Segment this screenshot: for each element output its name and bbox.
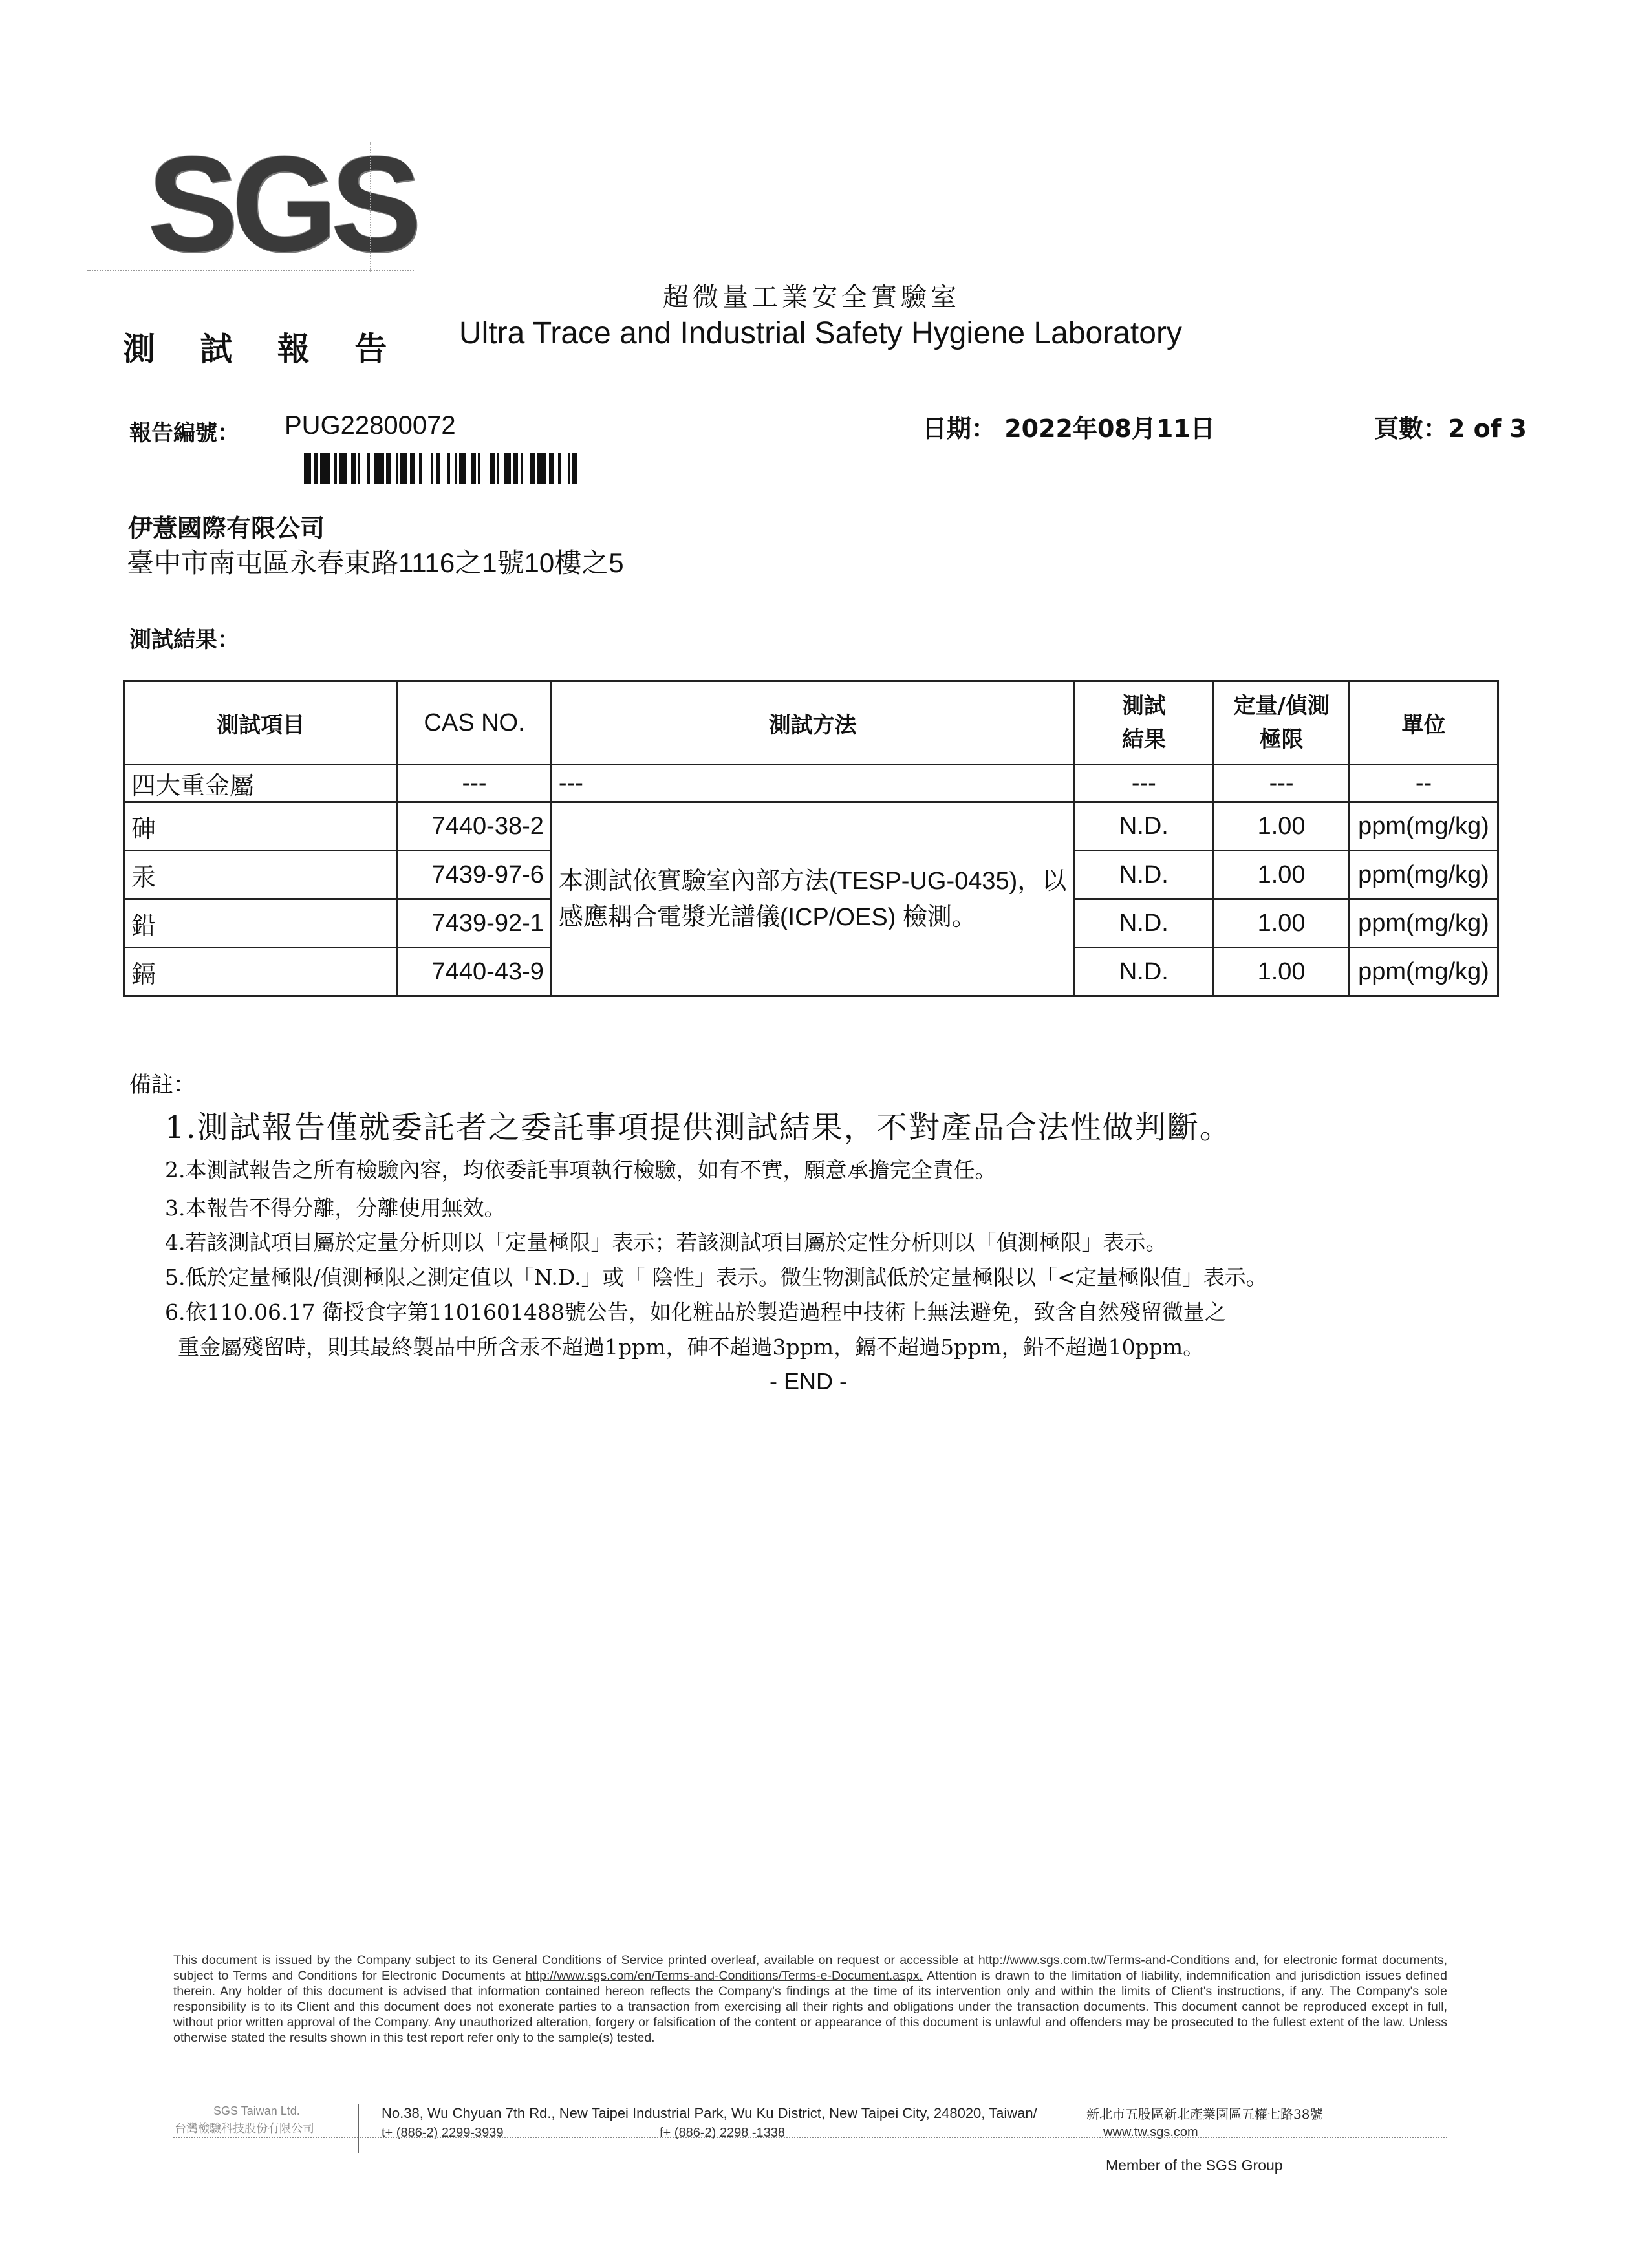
- footer-address-cn: 新北市五股區新北產業園區五權七路38號: [1086, 2106, 1323, 2122]
- header-result: 測試 結果: [1074, 681, 1214, 765]
- remark-item: 4.若該測試項目屬於定量分析則以「定量極限」表示；若該測試項目屬於定性分析則以「偵測極限」表示。: [165, 1230, 1167, 1255]
- footer-phone: t+ (886-2) 2299-3939: [382, 2126, 504, 2140]
- logo-underline: [87, 270, 414, 271]
- cell-result: ---: [1074, 765, 1214, 802]
- cell-limit: ---: [1214, 765, 1350, 802]
- sgs-logo: SGS: [147, 128, 415, 280]
- header-item: 測試項目: [124, 681, 398, 765]
- results-label: 測試結果：: [129, 627, 239, 653]
- cell-item: 鎘: [124, 948, 398, 996]
- footer-company-en: SGS Taiwan Ltd.: [213, 2104, 300, 2117]
- remark-item: 1.測試報告僅就委託者之委託事項提供測試結果，不對產品合法性做判斷。: [165, 1109, 1232, 1146]
- cell-cas: ---: [398, 765, 552, 802]
- cell-limit: 1.00: [1214, 948, 1350, 996]
- footer-company-cn: 台灣檢驗科技股份有限公司: [175, 2122, 314, 2135]
- cell-unit: ppm(mg/kg): [1349, 899, 1498, 948]
- terms-link[interactable]: http://www.sgs.com.tw/Terms-and-Conditions: [978, 1953, 1230, 1967]
- footer-divider: [358, 2104, 359, 2153]
- footer-fax: f+ (886-2) 2298 -1338: [660, 2126, 786, 2140]
- cell-limit: 1.00: [1214, 802, 1350, 851]
- cell-result: N.D.: [1074, 899, 1214, 948]
- cell-unit: --: [1349, 765, 1498, 802]
- logo-divider: [370, 142, 371, 272]
- cell-cas: 7439-97-6: [398, 851, 552, 899]
- remark-item: 2.本測試報告之所有檢驗內容，均依委託事項執行檢驗，如有不實，願意承擔完全責任。: [165, 1157, 997, 1182]
- e-document-terms-link[interactable]: http://www.sgs.com/en/Terms-and-Conditions/Terms-e-Document.aspx.: [525, 1969, 923, 1983]
- header-limit: 定量/偵測 極限: [1214, 681, 1350, 765]
- table-row: [124, 802, 1498, 851]
- cell-unit: ppm(mg/kg): [1349, 851, 1498, 899]
- barcode: [304, 453, 582, 484]
- table-header-row: [124, 681, 1498, 765]
- cell-unit: ppm(mg/kg): [1349, 802, 1498, 851]
- remark-item: 6.依110.06.17 衛授食字第1101601488號公告，如化粧品於製造過程中技術上無法避免，致含自然殘留微量之: [165, 1300, 1226, 1325]
- cell-item: 鉛: [124, 899, 398, 948]
- client-address: 臺中市南屯區永春東路1116之1號10樓之5: [127, 548, 624, 578]
- report-title: 測 試 報 告: [123, 330, 404, 368]
- footer-address-en: No.38, Wu Chyuan 7th Rd., New Taipei Industrial Park, Wu Ku District, New Taipei City, 248020, Taiwan/: [382, 2105, 1037, 2121]
- cell-item: 四大重金屬: [124, 765, 398, 802]
- cell-item: 砷: [124, 802, 398, 851]
- remarks-label: 備註：: [129, 1072, 195, 1098]
- footer-member: Member of the SGS Group: [1106, 2157, 1283, 2174]
- header-unit: 單位: [1349, 681, 1498, 765]
- cell-result: N.D.: [1074, 851, 1214, 899]
- report-no: PUG22800072: [285, 411, 456, 440]
- cell-result: N.D.: [1074, 948, 1214, 996]
- lab-name-cn: 超微量工業安全實驗室: [663, 283, 960, 312]
- disclaimer-text: Attention is drawn to the limitation of liability, indemnification and jurisdiction issues defined therein. Any holder of this document is advised that information contained hereon reflects the Company's findings at the time of its intervention only and within the limits of Client's instructions, if any. The Company's sole responsibility is to its Client and this document does not exonerate parties to a transaction from exercising all their rights and obligations under the transaction documents. This document cannot be reproduced except in full, without prior written approval of the Company. Any unauthorized alteration, forgery or falsification of the content or appearance of this document is unlawful and offenders may be prosecuted to the fullest extent of the law. Unless otherwise stated the results shown in this test report refer only to the sample(s) tested.: [173, 1969, 1447, 2045]
- table-row-group: [124, 765, 1498, 802]
- end-marker: - END -: [770, 1368, 847, 1395]
- page-count: 頁數：2 of 3: [1374, 414, 1527, 443]
- report-no-label: 報告編號：: [129, 420, 239, 446]
- disclaimer-text: This document is issued by the Company subject to its General Conditions of Service printed overleaf, available on request or accessible at: [173, 1953, 978, 1967]
- header-method: 測試方法: [551, 681, 1074, 765]
- cell-limit: 1.00: [1214, 899, 1350, 948]
- cell-method: ---: [551, 765, 1074, 802]
- report-date: 日期： 2022年08月11日: [922, 414, 1215, 443]
- footer-website[interactable]: www.tw.sgs.com: [1103, 2125, 1198, 2139]
- cell-method-description: 本測試依實驗室內部方法(TESP-UG-0435)，以感應耦合電漿光譜儀(ICP/OES) 檢測。: [551, 802, 1074, 996]
- remark-item: 5.低於定量極限/偵測極限之測定值以「N.D.」或「 陰性」表示。微生物測試低於定量極限以「<定量極限值」表示。: [165, 1265, 1267, 1290]
- disclaimer-text: and, for electronic format documents, subject to Terms and Conditions for Electronic Documents at: [173, 1953, 1447, 1983]
- client-company: 伊薏國際有限公司: [128, 514, 325, 542]
- cell-cas: 7439-92-1: [398, 899, 552, 948]
- remark-item: 重金屬殘留時，則其最終製品中所含汞不超過1ppm，砷不超過3ppm，鎘不超過5ppm，鉛不超過10ppm。: [178, 1334, 1205, 1360]
- cell-cas: 7440-38-2: [398, 802, 552, 851]
- footer-rule: [173, 2137, 1447, 2138]
- header-cas: CAS NO.: [398, 681, 552, 765]
- results-table: [123, 680, 1499, 997]
- cell-cas: 7440-43-9: [398, 948, 552, 996]
- remark-item: 3.本報告不得分離，分離使用無效。: [165, 1195, 506, 1221]
- cell-result: N.D.: [1074, 802, 1214, 851]
- lab-name-en: Ultra Trace and Industrial Safety Hygiene Laboratory: [459, 316, 1182, 350]
- cell-limit: 1.00: [1214, 851, 1350, 899]
- cell-item: 汞: [124, 851, 398, 899]
- footer-disclaimer: [173, 1952, 1447, 2046]
- cell-unit: ppm(mg/kg): [1349, 948, 1498, 996]
